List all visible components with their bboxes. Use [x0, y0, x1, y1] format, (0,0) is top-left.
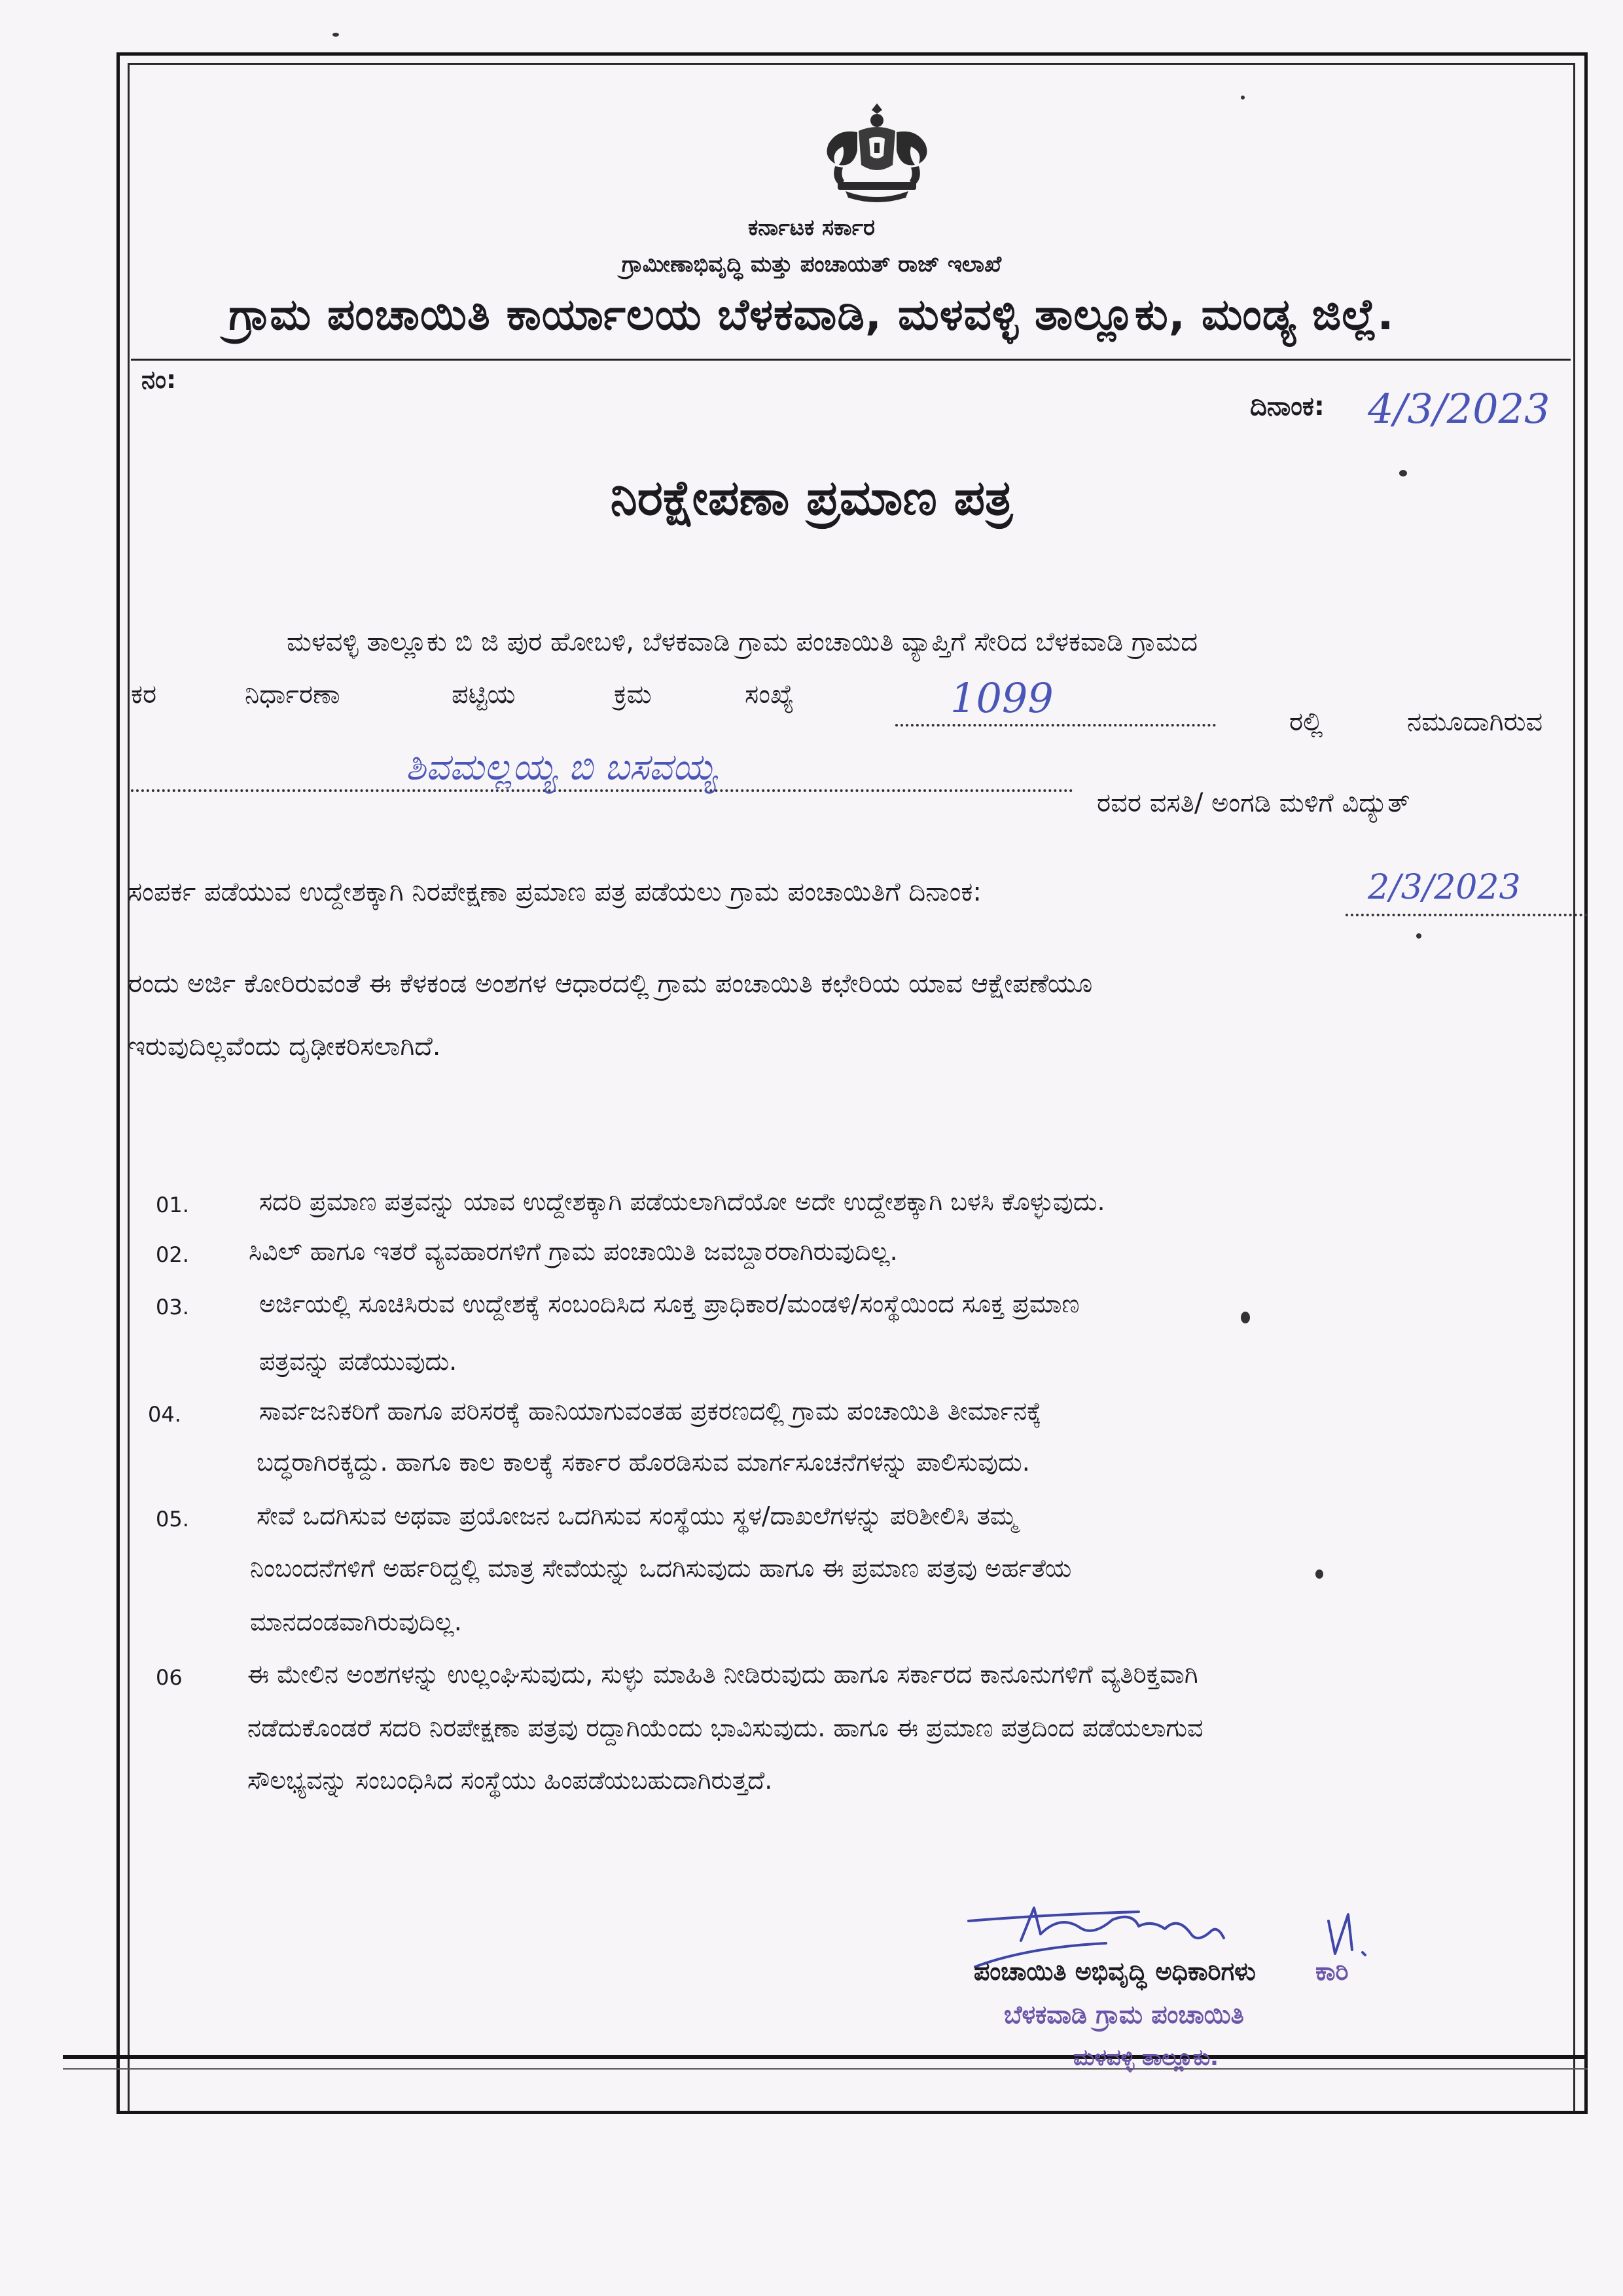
officer-title: ಪಂಚಾಯಿತಿ ಅಭಿವೃದ್ಧಿ ಅಧಿಕಾರಿಗಳು [974, 1957, 1256, 1986]
date-label: ದಿನಾಂಕ: [1250, 391, 1325, 422]
scan-speck [332, 33, 339, 37]
number-label: ನಂ: [141, 365, 177, 394]
body-word-kara: ಕರ [131, 679, 157, 709]
condition-number: 01. [156, 1193, 189, 1217]
condition-1-line-1: ಸದರಿ ಪ್ರಮಾಣ ಪತ್ರವನ್ನು ಯಾವ ಉದ್ದೇಶಕ್ಕಾಗಿ ಪಡೆಯಲಾಗಿದೆಯೋ ಅದೇ ಉದ್ದೇಶಕ್ಕಾಗಿ ಬಳಸಿ ಕೊಳ್ಳುವುದು. [259, 1187, 1105, 1216]
condition-6-line-3: ಸೌಲಭ್ಯವನ್ನು ಸಂಬಂಧಿಸಿದ ಸಂಸ್ಥೆಯು ಹಿಂಪಡೆಯಬಹುದಾಗಿರುತ್ತದೆ. [247, 1766, 773, 1795]
header-rule [131, 359, 1571, 361]
body-line-4: ಸಂಪರ್ಕ ಪಡೆಯುವ ಉದ್ದೇಶಕ್ಕಾಗಿ ನಿರಪೇಕ್ಷಣಾ ಪ್ರಮಾಣ ಪತ್ರ ಪಡೆಯಲು ಗ್ರಾಮ ಪಂಚಾಯಿತಿಗೆ ದಿನಾಂಕ: [128, 877, 982, 907]
condition-6-line-2: ನಡೆದುಕೊಂಡರೆ ಸದರಿ ನಿರಪೇಕ್ಷಣಾ ಪತ್ರವು ರದ್ದಾಗಿಯೆಂದು ಭಾವಿಸುವುದು. ಹಾಗೂ ಈ ಪ್ರಮಾಣ ಪತ್ರದಿಂದ ಪಡೆಯಲಾಗುವ [247, 1713, 1204, 1742]
body-line-1: ಮಳವಳ್ಳಿ ತಾಲ್ಲೂಕು ಬಿ ಜಿ ಪುರ ಹೋಬಳಿ, ಬೆಳಕವಾಡಿ ಗ್ರಾಮ ಪಂಚಾಯಿತಿ ವ್ಯಾಪ್ತಿಗೆ ಸೇರಿದ ಬೆಳಕವಾಡಿ ಗ್ರಾಮದ [287, 627, 1198, 657]
condition-5-line-3: ಮಾನದಂಡವಾಗಿರುವುದಿಲ್ಲ. [250, 1607, 462, 1636]
condition-4-line-1: ಸಾರ್ವಜನಿಕರಿಗೆ ಹಾಗೂ ಪರಿಸರಕ್ಕೆ ಹಾನಿಯಾಗುವಂತಹ ಪ್ರಕರಣದಲ್ಲಿ ಗ್ರಾಮ ಪಂಚಾಯಿತಿ ತೀರ್ಮಾನಕ್ಕೆ [259, 1397, 1042, 1426]
scan-speck [1416, 933, 1421, 939]
serial-fill-line [895, 724, 1216, 726]
condition-number: 06 [156, 1665, 183, 1690]
condition-5-line-1: ಸೇವೆ ಒದಗಿಸುವ ಅಥವಾ ಪ್ರಯೋಜನ ಒದಗಿಸುವ ಸಂಸ್ಥೆಯು ಸ್ಥಳ/ದಾಖಲೆಗಳನ್ನು ಪರಿಶೀಲಿಸಿ ತಮ್ಮ [257, 1501, 1018, 1530]
scan-speck [1315, 1570, 1323, 1579]
body-word-pattiya: ಪಟ್ಟಿಯ [452, 679, 516, 709]
government-name: ಕರ್ನಾಟಕ ಸರ್ಕಾರ [747, 215, 876, 241]
body-word-ralli: ರಲ್ಲಿ [1289, 707, 1323, 737]
body-word-namoodagiruva: ನಮೂದಾಗಿರುವ [1407, 707, 1543, 737]
body-line-6: ಇರುವುದಿಲ್ಲವೆಂದು ದೃಢೀಕರಿಸಲಾಗಿದೆ. [128, 1031, 441, 1062]
karnataka-emblem-icon [812, 98, 942, 209]
page-title: ನಿರಕ್ಷೇಪಣಾ ಪ್ರಮಾಣ ಪತ್ರ [610, 470, 1013, 526]
department-name: ಗ್ರಾಮೀಣಾಭಿವೃದ್ಧಿ ಮತ್ತು ಪಂಚಾಯತ್ ರಾಜ್ ಇಲಾಖೆ [621, 251, 1002, 278]
app-date-fill-line [1346, 914, 1588, 916]
applicant-name: ಶಿವಮಲ್ಲಯ್ಯ ಬಿ ಬಸವಯ್ಯ [406, 746, 717, 789]
bottom-rule [63, 2055, 1588, 2059]
date-value: 4/3/2023 [1368, 385, 1550, 433]
application-date: 2/3/2023 [1368, 868, 1521, 907]
condition-3-line-2: ಪತ್ರವನ್ನು ಪಡೆಯುವುದು. [259, 1347, 457, 1376]
condition-5-line-2: ನಿಂಬಂದನೆಗಳಿಗೆ ಅರ್ಹರಿದ್ದಲ್ಲಿ ಮಾತ್ರ ಸೇವೆಯನ್ನು ಒದಗಿಸುವುದು ಹಾಗೂ ಈ ಪ್ರಮಾಣ ಪತ್ರವು ಅರ್ಹತೆಯ [250, 1554, 1072, 1583]
condition-6-line-1: ಈ ಮೇಲಿನ ಅಂಶಗಳನ್ನು ಉಲ್ಲಂಘಿಸುವುದು, ಸುಳ್ಳು ಮಾಹಿತಿ ನೀಡಿರುವುದು ಹಾಗೂ ಸರ್ಕಾರದ ಕಾನೂನುಗಳಿಗೆ ವ್ಯತಿರಿಕ್ತವಾಗಿ [247, 1660, 1198, 1689]
stamp-suffix: ಕಾರಿ [1315, 1957, 1349, 1986]
condition-number: 04. [148, 1402, 181, 1427]
condition-number: 05. [156, 1507, 189, 1532]
stamp-line-2: ಮಳವಳ್ಳಿ ತಾಲ್ಲೂಕು. [1073, 2045, 1219, 2071]
bottom-rule-thin [63, 2068, 1588, 2070]
body-word-nirdharana: ನಿರ್ಧಾರಣಾ [245, 679, 340, 709]
scan-speck [1399, 470, 1407, 476]
condition-2-line-1: ಸಿವಿಲ್ ಹಾಗೂ ಇತರೆ ವ್ಯವಹಾರಗಳಿಗೆ ಗ್ರಾಮ ಪಂಚಾಯಿತಿ ಜವಬ್ದಾರರಾಗಿರುವುದಿಲ್ಲ. [249, 1237, 898, 1266]
body-line-3-tail: ರವರ ವಸತಿ/ ಅಂಗಡಿ ಮಳಿಗೆ ವಿದ್ಯುತ್ [1097, 788, 1410, 818]
body-word-sankhye: ಸಂಖ್ಯೆ [745, 679, 794, 709]
stamp-line-1: ಬೆಳಕವಾಡಿ ಗ್ರಾಮ ಪಂಚಾಯಿತಿ [1004, 2000, 1244, 2029]
inner-border [128, 63, 1575, 2111]
condition-3-line-1: ಅರ್ಜಿಯಲ್ಲಿ ಸೂಚಿಸಿರುವ ಉದ್ದೇಶಕ್ಕೆ ಸಂಬಂದಿಸಿದ ಸೂಕ್ತ ಪ್ರಾಧಿಕಾರ/ಮಂಡಳಿ/ಸಂಸ್ಥೆಯಿಂದ ಸೂಕ್ತ ಪ್ರಮಾಣ [259, 1289, 1080, 1318]
scan-speck [1241, 1312, 1250, 1323]
condition-number: 02. [156, 1242, 189, 1267]
office-name: ಗ್ರಾಮ ಪಂಚಾಯಿತಿ ಕಾರ್ಯಾಲಯ ಬೆಳಕವಾಡಿ, ಮಳವಳ್ಳಿ ತಾಲ್ಲೂಕು, ಮಂಡ್ಯ ಜಿಲ್ಲೆ. [228, 289, 1395, 340]
serial-number: 1099 [950, 674, 1054, 722]
scan-speck [1241, 96, 1245, 99]
condition-4-line-2: ಬದ್ಧರಾಗಿರಕ್ಕದ್ದು. ಹಾಗೂ ಕಾಲ ಕಾಲಕ್ಕೆ ಸರ್ಕಾರ ಹೊರಡಿಸುವ ಮಾರ್ಗಸೂಚನೆಗಳನ್ನು ಪಾಲಿಸುವುದು. [257, 1448, 1030, 1477]
condition-number: 03. [156, 1295, 189, 1319]
body-line-5: ರಂದು ಅರ್ಜಿ ಕೋರಿರುವಂತೆ ಈ ಕೆಳಕಂಡ ಅಂಶಗಳ ಆಧಾರದಲ್ಲಿ ಗ್ರಾಮ ಪಂಚಾಯಿತಿ ಕಛೇರಿಯ ಯಾವ ಆಕ್ಷೇಪಣೆಯೂ [128, 969, 1093, 999]
body-word-krama: ಕ್ರಮ [614, 679, 652, 709]
name-fill-line [131, 789, 1073, 792]
